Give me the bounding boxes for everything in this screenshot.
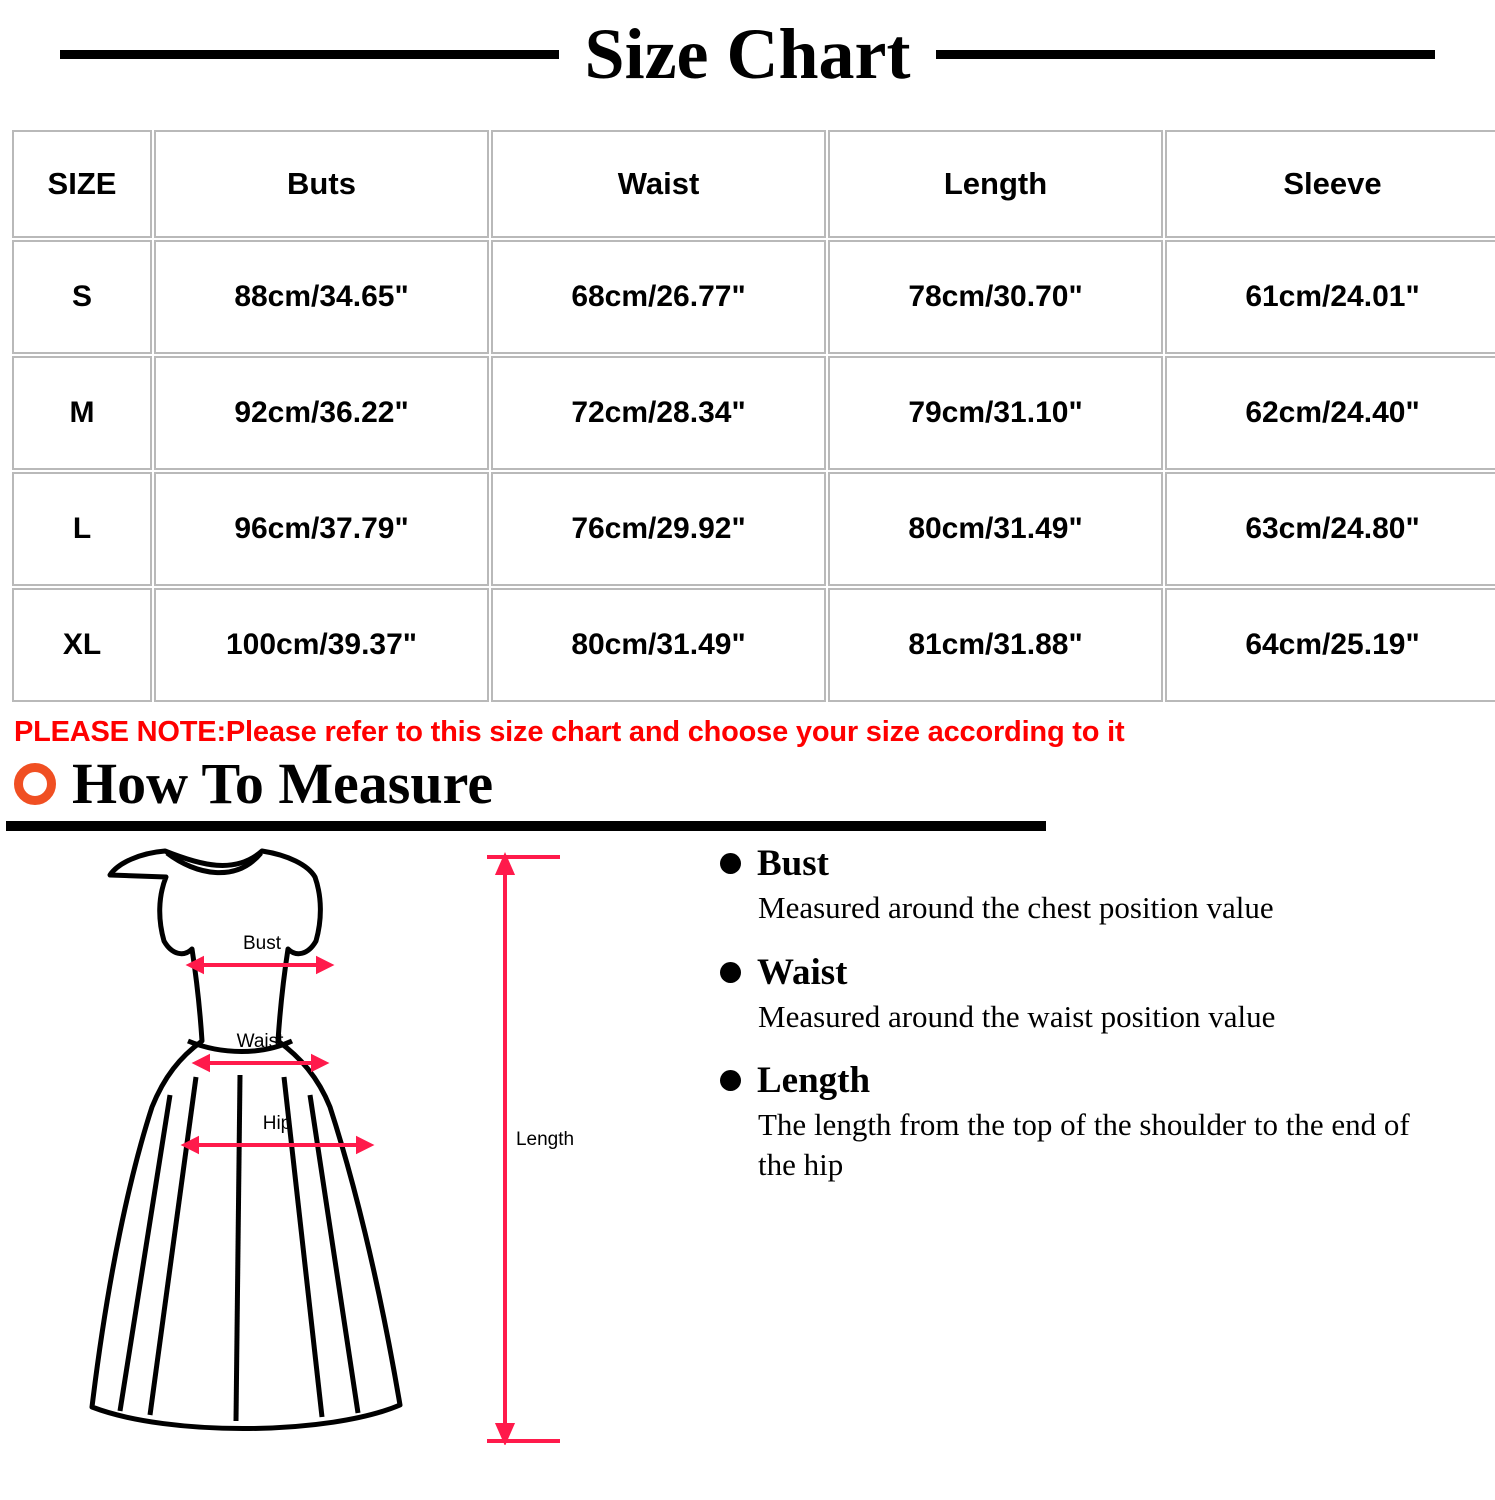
definition-length <box>720 1062 1495 1184</box>
cell-buts: 96cm/37.79" <box>154 472 489 586</box>
title-rule-right <box>936 50 1435 59</box>
table-header-length: Length <box>828 130 1163 238</box>
table-row <box>12 588 1495 702</box>
how-to-measure-heading: How To Measure <box>72 751 494 816</box>
definition-waist <box>720 951 1495 1037</box>
definition-bust <box>720 845 1495 928</box>
page-title: Size Chart <box>584 14 911 94</box>
definition-title: Bust <box>757 843 829 884</box>
cell-size: M <box>12 356 152 470</box>
cell-waist: 80cm/31.49" <box>491 588 826 702</box>
definition-title: Waist <box>757 951 848 993</box>
bullet-icon <box>720 853 741 874</box>
please-note-text: PLEASE NOTE:Please refer to this size chart and choose your size according to it <box>14 716 1125 748</box>
figure-label-hip: Hip <box>262 1113 292 1134</box>
measure-definitions-list <box>700 845 1495 1445</box>
cell-waist: 72cm/28.34" <box>491 356 826 470</box>
cell-buts: 100cm/39.37" <box>154 588 489 702</box>
bullet-icon <box>720 1070 741 1091</box>
table-row <box>12 356 1495 470</box>
how-to-measure-body <box>0 831 1495 1445</box>
definition-desc: Measured around the chest position value <box>758 890 1274 925</box>
figure-label-bust: Bust <box>242 933 282 954</box>
cell-size: XL <box>12 588 152 702</box>
dress-measurement-diagram <box>0 845 700 1445</box>
cell-buts: 88cm/34.65" <box>154 240 489 354</box>
definition-title: Length <box>757 1060 871 1102</box>
bullet-icon <box>720 962 741 983</box>
size-chart-table <box>10 128 1495 704</box>
cell-waist: 68cm/26.77" <box>491 240 826 354</box>
title-rule-left <box>60 50 559 59</box>
cell-size: L <box>12 472 152 586</box>
table-header-waist: Waist <box>491 130 826 238</box>
how-to-measure-underline <box>6 821 1046 831</box>
figure-label-waist: Waist <box>236 1031 284 1052</box>
how-to-measure-heading-row <box>0 749 1495 816</box>
table-header-size: SIZE <box>12 130 152 238</box>
cell-length: 78cm/30.70" <box>828 240 1163 354</box>
size-chart-table-wrap <box>0 108 1495 704</box>
cell-length: 79cm/31.10" <box>828 356 1163 470</box>
cell-length: 80cm/31.49" <box>828 472 1163 586</box>
dress-figure-svg <box>0 845 700 1445</box>
definition-desc: Measured around the waist position value <box>758 998 1276 1034</box>
page-title-row <box>0 0 1495 108</box>
cell-sleeve: 61cm/24.01" <box>1165 240 1495 354</box>
cell-sleeve: 64cm/25.19" <box>1165 588 1495 702</box>
table-row <box>12 240 1495 354</box>
cell-length: 81cm/31.88" <box>828 588 1163 702</box>
cell-waist: 76cm/29.92" <box>491 472 826 586</box>
cell-sleeve: 63cm/24.80" <box>1165 472 1495 586</box>
cell-sleeve: 62cm/24.40" <box>1165 356 1495 470</box>
table-header-row <box>12 130 1495 238</box>
circle-icon <box>14 763 56 805</box>
table-row <box>12 472 1495 586</box>
figure-label-length: Length <box>515 1129 575 1150</box>
cell-size: S <box>12 240 152 354</box>
table-header-buts: Buts <box>154 130 489 238</box>
table-header-sleeve: Sleeve <box>1165 130 1495 238</box>
cell-buts: 92cm/36.22" <box>154 356 489 470</box>
definition-desc: The length from the top of the shoulder to the end of the hip <box>758 1107 1410 1183</box>
